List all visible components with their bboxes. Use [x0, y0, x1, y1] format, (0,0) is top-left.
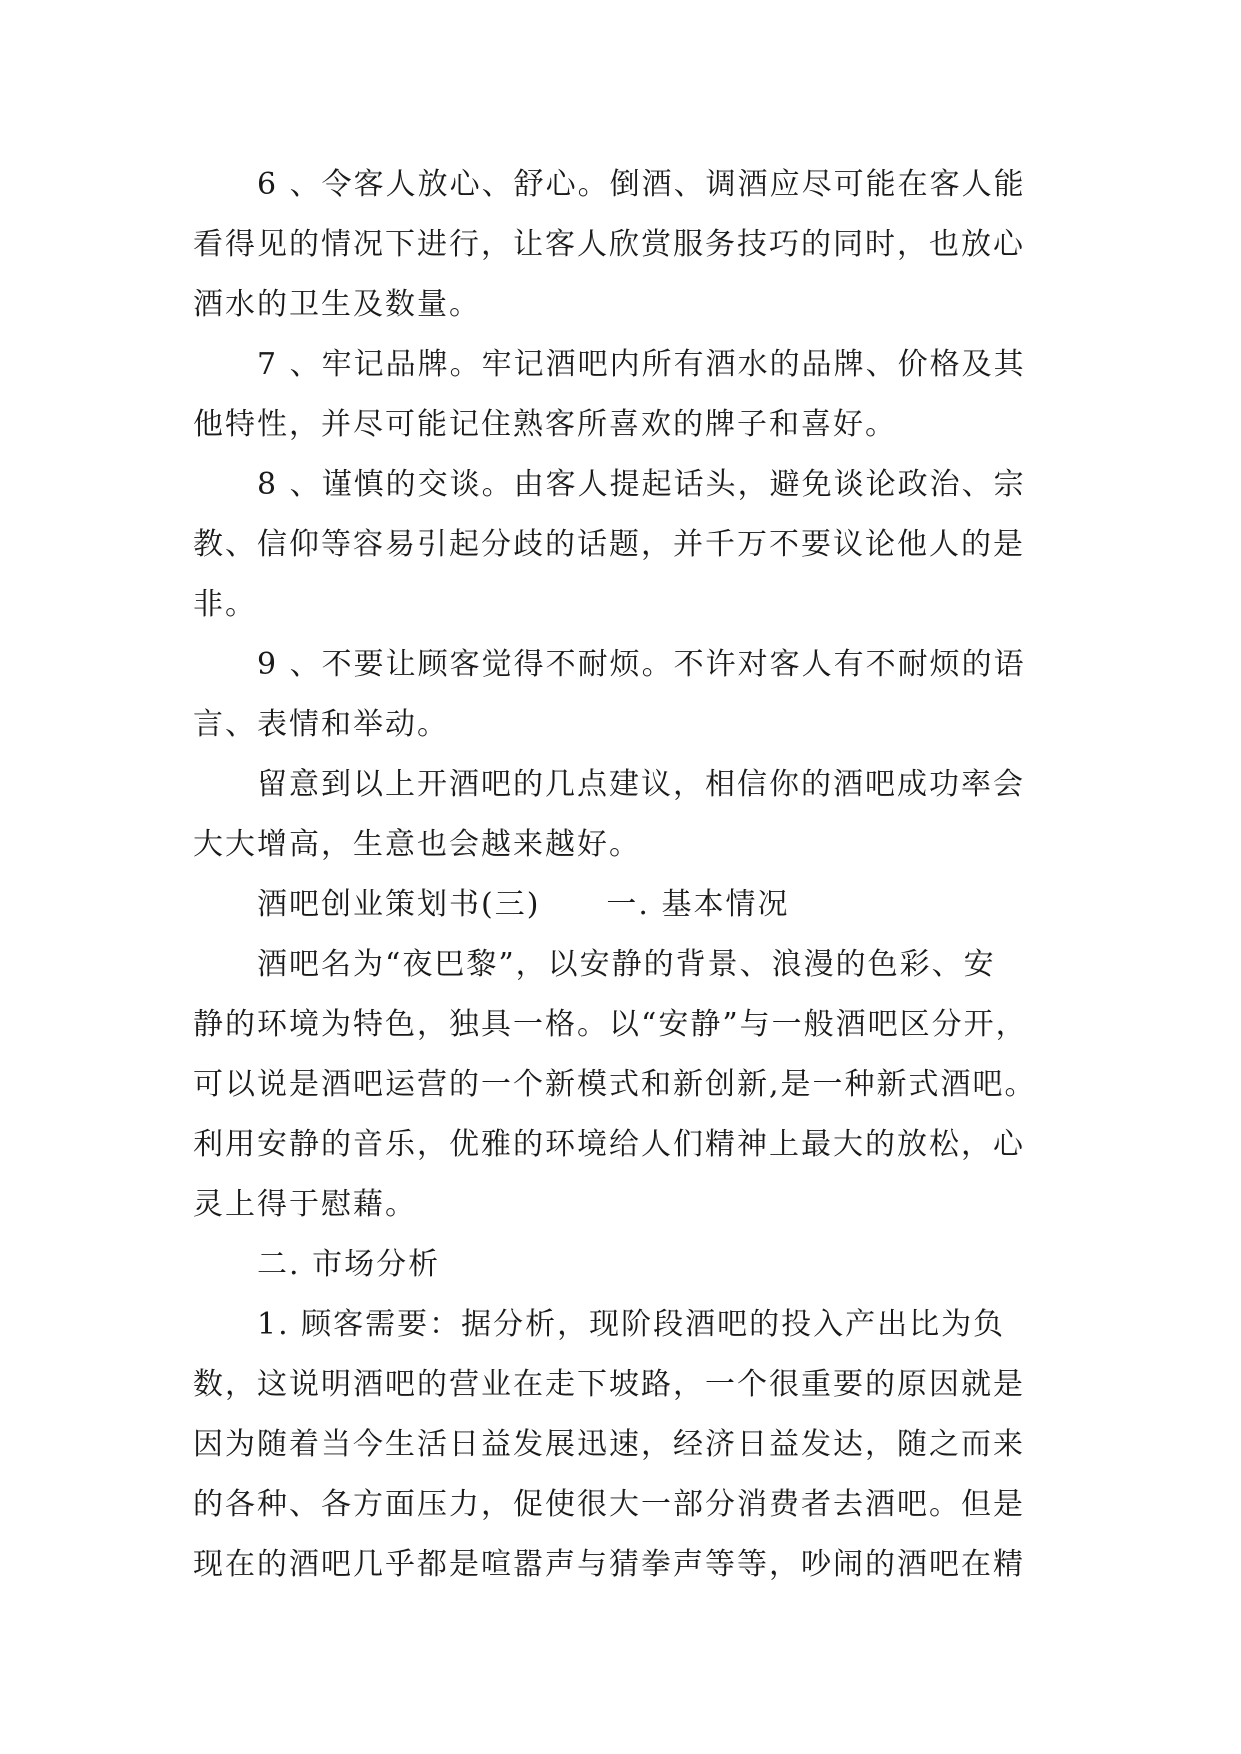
text-line: 8 、谨慎的交谈。由客人提起话头，避免谈论政治、宗	[257, 467, 1026, 502]
text-line: 6 、令客人放心、舒心。倒酒、调酒应尽可能在客人能	[257, 167, 1026, 202]
section-heading-line	[193, 875, 1055, 935]
text-line: 现在的酒吧几乎都是喧嚣声与猜拳声等等，吵闹的酒吧在精	[193, 1547, 1025, 1582]
text-line: 因为随着当今生活日益发展迅速，经济日益发达，随之而来	[193, 1427, 1025, 1462]
text-line: 的各种、各方面压力，促使很大一部分消费者去酒吧。但是	[193, 1487, 1025, 1522]
text-line: 利用安静的音乐，优雅的环境给人们精神上最大的放松，心	[193, 1127, 1025, 1162]
document-title: 酒吧创业策划书(三)	[257, 887, 541, 922]
text-line: 看得见的情况下进行，让客人欣赏服务技巧的同时，也放心	[193, 227, 1025, 262]
section-heading: 一. 基本情况	[606, 887, 790, 922]
text-line: 1. 顾客需要：据分析，现阶段酒吧的投入产出比为负	[257, 1307, 1006, 1342]
section-heading: 二. 市场分析	[257, 1247, 441, 1282]
text-line: 非。	[193, 587, 257, 622]
text-line: 7 、牢记品牌。牢记酒吧内所有酒水的品牌、价格及其	[257, 347, 1026, 382]
text-line: 大大增高，生意也会越来越好。	[193, 827, 641, 862]
text-line: 教、信仰等容易引起分歧的话题，并千万不要议论他人的是	[193, 527, 1025, 562]
text-line: 言、表情和举动。	[193, 707, 449, 742]
text-line: 酒水的卫生及数量。	[193, 287, 481, 322]
text-line: 静的环境为特色，独具一格。以“安静”与一般酒吧区分开，	[193, 1007, 1028, 1042]
text-line: 他特性，并尽可能记住熟客所喜欢的牌子和喜好。	[193, 407, 897, 442]
document-body	[193, 155, 1055, 1595]
text-line: 灵上得于慰藉。	[193, 1187, 417, 1222]
text-line: 9 、不要让顾客觉得不耐烦。不许对客人有不耐烦的语	[257, 647, 1026, 682]
text-line: 留意到以上开酒吧的几点建议，相信你的酒吧成功率会	[257, 767, 1025, 802]
text-line: 可以说是酒吧运营的一个新模式和新创新,是一种新式酒吧。	[193, 1067, 1037, 1102]
text-line: 数，这说明酒吧的营业在走下坡路，一个很重要的原因就是	[193, 1367, 1025, 1402]
text-line: 酒吧名为“夜巴黎”，以安静的背景、浪漫的色彩、安	[257, 947, 996, 982]
